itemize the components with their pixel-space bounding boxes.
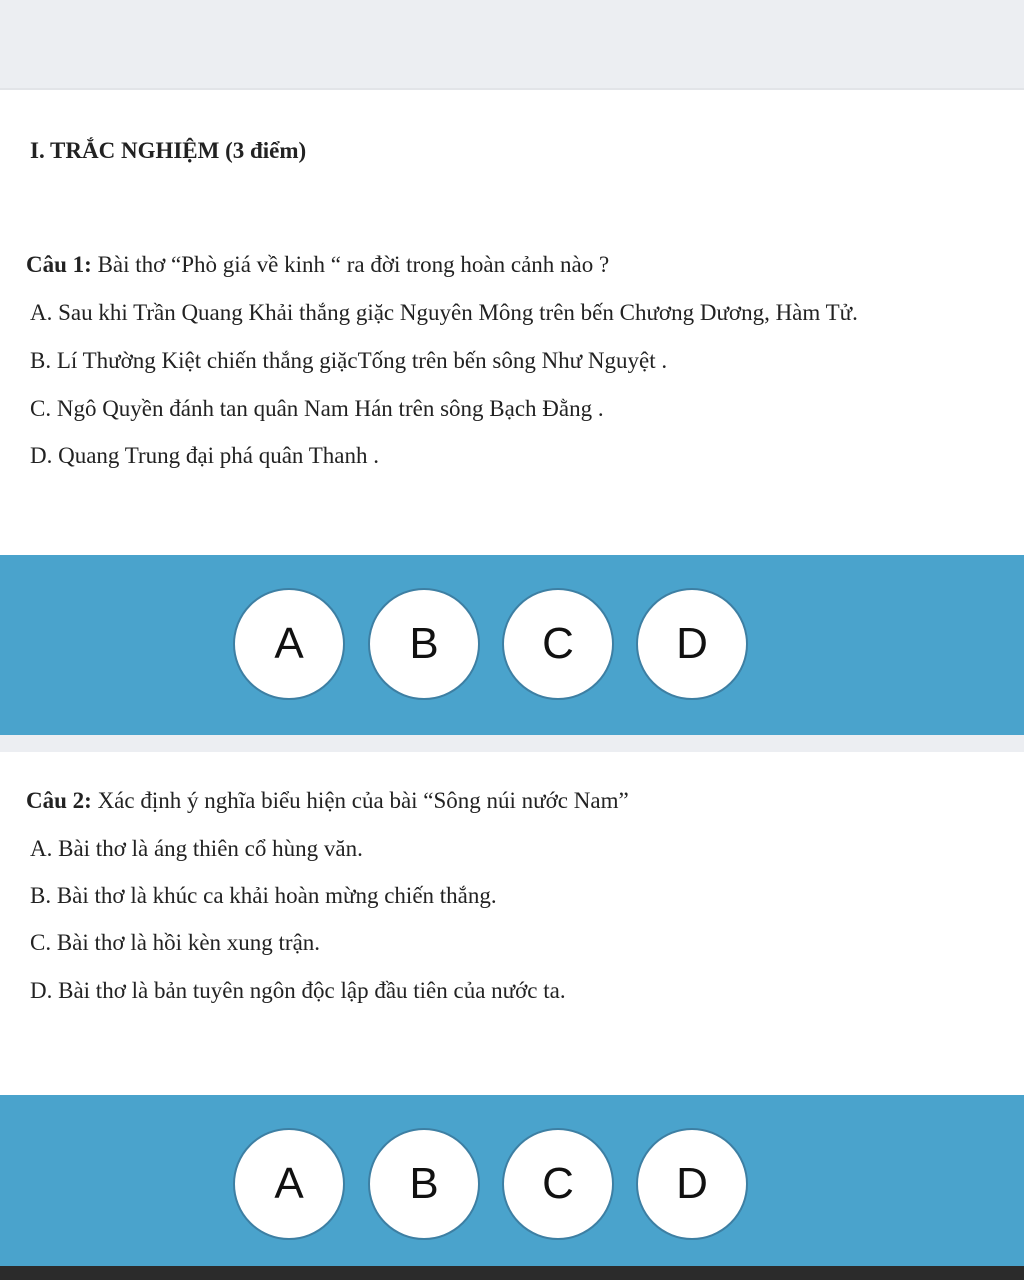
option-text: A. Sau khi Trần Quang Khải thắng giặc Nguyên Mông trên bến Chương Dương, Hàm Tử. <box>30 300 858 325</box>
answer-button-a[interactable]: A <box>233 588 345 700</box>
question-text: Bài thơ “Phò giá về kinh “ ra đời trong hoàn cảnh nào ? <box>91 252 610 277</box>
answer-button-d[interactable]: D <box>636 588 748 700</box>
question-label: Câu 1: <box>26 252 92 277</box>
answer-panel-1 <box>0 555 1024 735</box>
answer-button-b[interactable]: B <box>368 1128 480 1240</box>
question-1 <box>26 252 609 278</box>
option-text: C. Ngô Quyền đánh tan quân Nam Hán trên sông Bạch Đằng . <box>30 396 604 421</box>
option-text: B. Lí Thường Kiệt chiến thắng giặcTống trên bến sông Như Nguyệt . <box>30 348 668 373</box>
question-text: Xác định ý nghĩa biểu hiện của bài “Sông núi nước Nam” <box>91 788 629 813</box>
section-title: I. TRẮC NGHIỆM (3 điểm) <box>30 138 307 163</box>
question-label: Câu 2: <box>26 788 92 813</box>
answer-button-c[interactable]: C <box>502 1128 614 1240</box>
answer-button-c[interactable]: C <box>502 588 614 700</box>
option-text: D. Bài thơ là bản tuyên ngôn độc lập đầu tiên của nước ta. <box>30 978 566 1003</box>
option-text: A. Bài thơ là áng thiên cổ hùng văn. <box>30 836 363 861</box>
option-text: C. Bài thơ là hồi kèn xung trận. <box>30 930 321 955</box>
answer-button-a[interactable]: A <box>233 1128 345 1240</box>
answer-panel-2 <box>0 1095 1024 1266</box>
question-2 <box>26 788 629 814</box>
answer-button-b[interactable]: B <box>368 588 480 700</box>
separator <box>0 735 1024 752</box>
bottom-bar <box>0 1266 1024 1280</box>
answer-button-d[interactable]: D <box>636 1128 748 1240</box>
option-text: B. Bài thơ là khúc ca khải hoàn mừng chiến thắng. <box>30 883 497 908</box>
option-text: D. Quang Trung đại phá quân Thanh . <box>30 443 380 468</box>
top-bar <box>0 0 1024 90</box>
